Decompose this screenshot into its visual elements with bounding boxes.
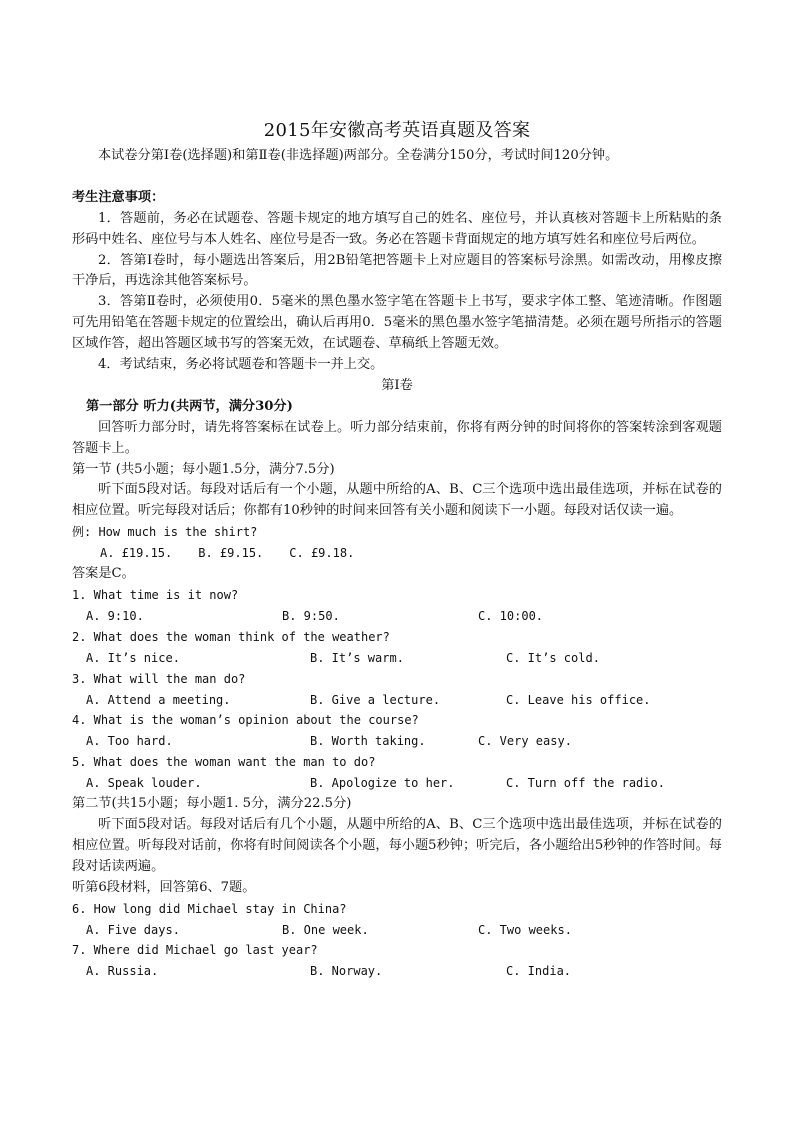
option-c: C. Very easy. bbox=[478, 734, 572, 749]
option-b: B. 9:50. bbox=[282, 608, 340, 623]
question-5: 5. What does the woman want the man to do? bbox=[72, 755, 376, 770]
example-option-a: A. £19.15. bbox=[100, 546, 173, 561]
question-3: 3. What will the man do? bbox=[72, 671, 246, 686]
question-2-options bbox=[72, 648, 722, 669]
example-answer: 答案是C。 bbox=[72, 566, 135, 582]
option-a: A. It’s nice. bbox=[86, 650, 180, 665]
question-6: 6. How long did Michael stay in China? bbox=[72, 901, 347, 916]
example-option-c: C. £9.18. bbox=[289, 546, 355, 561]
option-a: A. 9:10. bbox=[86, 608, 144, 623]
notice-3: 3．答第Ⅱ卷时，必须使用0．5毫米的黑色墨水签字笔在答题卡上书写，要求字体工整、笔迹清晰。作图题可先用铅笔在答题卡规定的位置绘出，确认后再用0．5毫米的黑色墨水签字笔描清楚。必须在题号所指示的答题区域作答，超出答题区域书写的答案无效，在试题卷、草稿纸上答题无效。 bbox=[72, 294, 722, 352]
option-b: B. It’s warm. bbox=[310, 650, 404, 665]
volume-heading: 第Ⅰ卷 bbox=[381, 377, 413, 393]
notice-2: 2．答第Ⅰ卷时，每小题选出答案后，用2B铅笔把答题卡上对应题目的答案标号涂黑。如需改动，用橡皮擦干净后，再选涂其他答案标号。 bbox=[72, 252, 722, 289]
option-a: A. Five days. bbox=[86, 922, 180, 937]
section1-intro: 听下面5段对话。每段对话后有一个小题，从题中所给的A、B、C三个选项中选出最佳选项，并标在试卷的相应位置。听完每段对话后；你都有10秒钟的时间来回答有关小题和阅读下一小题。每段对话仅读一遍。 bbox=[72, 482, 722, 519]
option-b: B. Apologize to her. bbox=[310, 776, 455, 791]
section2-heading: 第二节(共15小题；每小题1. 5分，满分22.5分) bbox=[72, 796, 352, 812]
question-2: 2. What does the woman think of the weather? bbox=[72, 629, 390, 644]
section2-intro: 听下面5段对话。每段对话后有几个小题，从题中所给的A、B、C三个选项中选出最佳选项，并标在试卷的相应位置。听每段对话前，你将有时间阅读各个小题，每小题5秒钟；听完后，各小题给出5秒钟的作答时间。每段对话读两遍。 bbox=[72, 816, 722, 874]
question-7-options bbox=[72, 961, 722, 982]
question-3-options bbox=[72, 690, 722, 711]
option-c: C. It’s cold. bbox=[506, 650, 600, 665]
example-option-b: B. £9.15. bbox=[198, 546, 264, 561]
spacer bbox=[72, 167, 722, 188]
intro-text: 本试卷分第Ⅰ卷(选择题)和第Ⅱ卷(非选择题)两部分。全卷满分150分，考试时间120分钟。 bbox=[98, 148, 619, 163]
option-b: B. Worth taking. bbox=[310, 734, 426, 749]
question-6-options bbox=[72, 920, 722, 941]
page-title: 2015年安徽高考英语真题及答案 bbox=[263, 120, 531, 141]
option-b: B. Give a lecture. bbox=[310, 692, 441, 707]
example-question: 例: How much is the shirt? bbox=[72, 525, 258, 540]
question-1-options bbox=[72, 606, 722, 627]
option-c: C. Leave his office. bbox=[506, 692, 651, 707]
part1-heading: 第一部分 听力(共两节，满分30分) bbox=[86, 398, 293, 414]
option-c: C. India. bbox=[506, 964, 572, 979]
exam-page bbox=[72, 118, 722, 982]
question-4-options bbox=[72, 731, 722, 752]
option-c: C. 10:00. bbox=[478, 608, 544, 623]
notice-1: 1．答题前，务必在试题卷、答题卡规定的地方填写自己的姓名、座位号，并认真核对答题卡上所粘贴的条形码中姓名、座位号与本人姓名、座位号是否一致。务必在答题卡背面规定的地方填写姓名和座位号后两位。 bbox=[72, 210, 722, 247]
part1-intro: 回答听力部分时，请先将答案标在试卷上。听力部分结束前，你将有两分钟的时间将你的答案转涂到客观题答题卡上。 bbox=[72, 419, 722, 456]
question-1: 1. What time is it now? bbox=[72, 588, 239, 603]
option-a: A. Russia. bbox=[86, 964, 159, 979]
option-c: C. Two weeks. bbox=[478, 922, 572, 937]
question-7: 7. Where did Michael go last year? bbox=[72, 943, 318, 958]
notice-heading: 考生注意事项： bbox=[72, 189, 165, 205]
option-a: A. Attend a meeting. bbox=[86, 692, 231, 707]
notice-4: 4．考试结束，务必将试题卷和答题卡一并上交。 bbox=[98, 357, 384, 373]
section1-heading: 第一节 (共5小题；每小题1.5分，满分7.5分) bbox=[72, 461, 335, 477]
option-b: B. Norway. bbox=[310, 964, 383, 979]
example-options bbox=[72, 543, 722, 564]
option-a: A. Speak louder. bbox=[86, 776, 202, 791]
material-6-heading: 听第6段材料，回答第6、7题。 bbox=[72, 879, 256, 895]
option-c: C. Turn off the radio. bbox=[506, 776, 665, 791]
option-b: B. One week. bbox=[282, 922, 369, 937]
question-4: 4. What is the woman’s opinion about the course? bbox=[72, 713, 419, 728]
question-5-options bbox=[72, 773, 722, 794]
option-a: A. Too hard. bbox=[86, 734, 173, 749]
